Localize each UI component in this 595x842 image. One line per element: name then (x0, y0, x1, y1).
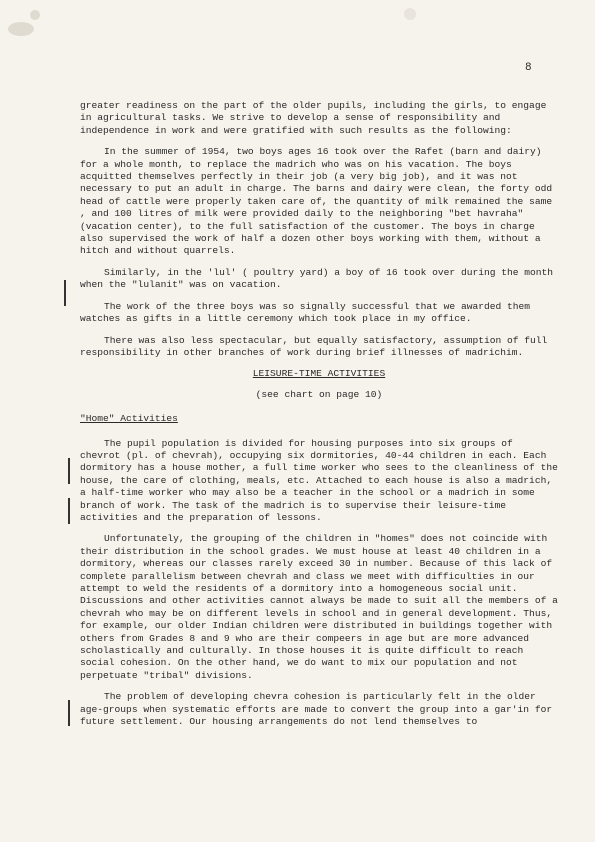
body-text (80, 100, 558, 737)
subsection-title: "Home" Activities (80, 413, 178, 425)
section-title: LEISURE-TIME ACTIVITIES (252, 368, 386, 380)
paragraph: greater readiness on the part of the older pupils, including the girls, to engage in agricultural tasks. We strive to develop a sense of responsibility and independence in work and were gratified with such results as the following: (80, 100, 547, 136)
paragraph: The work of the three boys was so signally successful that we awarded them watches as gifts in a little ceremony which took place in my office. (80, 300, 531, 325)
paragraph: There was also less spectacular, but equally satisfactory, assumption of full responsibility in other branches of work during brief illnesses of madrichim. (80, 334, 548, 358)
margin-mark (68, 458, 70, 484)
paragraph: Similarly, in the 'lul' ( poultry yard) a boy of 16 took over during the month when the "lulanit" was on vacation. (80, 266, 554, 291)
paragraph: In the summer of 1954, two boys ages 16 took over the Rafet (barn and dairy) for a whole month, to replace the madrich who was on his vacation. The boys acquitted themselves perfectly in their job (a very big job), and it was not necessary to put an adult in charge. The barns and dairy were clean, the forty odd head of cattle were properly taken care of, the quantity of milk remained the same , and 100 litres of milk were provided daily to the neighboring "bet havraha" (vacation center), to the full satisfaction of the customer. The boys in charge also supervised the work of half a dozen other boys working with them, without a hitch and without quarrels. (80, 146, 553, 257)
punch-mark (404, 8, 416, 20)
section-note: (see chart on page 10) (255, 388, 383, 400)
page-number: 8 (525, 62, 532, 74)
margin-mark (68, 700, 70, 726)
corner-smudge-2 (30, 10, 40, 20)
paragraph: The problem of developing chevra cohesion is particularly felt in the older age-groups when systematic efforts are made to convert the group into a gar'in for future settlement. Our housing arrangements do not lend themselves to (80, 691, 553, 728)
corner-smudge (8, 22, 34, 36)
paragraph: The pupil population is divided for housing purposes into six groups of chevrot (pl. of chevrah), occupying six dormitories, 40-44 children in each. Each dormitory has a house mother, a full time worker who sees to the cleanliness of the house, the care of clothing, meals, etc. Attached to each house is also a madrich, a half-time worker who may also be a teacher in the school or a madrich in some branch of work. The task of the madrich is to supervise their leisure-time activities and the preparation of lessons. (80, 437, 558, 523)
margin-mark (68, 498, 70, 524)
paragraph: Unfortunately, the grouping of the children in "homes" does not coincide with their distribution in the school grades. We must house at least 40 children in a dormitory, whereas our classes rarely exceed 30 in number. Because of this lack of complete parallelism between chevrah and class we meet with difficulties in our attempt to weld the residents of a dormitory into a homogeneous social unit. Discussions and other activities cannot always be made to suit all the members of a chevrah who may be on different levels in school and in general development. Thus, for example, our older Indian children were distributed in buildings together with others from Grades 8 and 9 who are their compeers in age but are more advanced scholastically and culturally. In those houses it is quite difficult to reach social cohesion. On the other hand, we do want to mix our population and not perpetuate "tribal" divisions. (80, 533, 558, 681)
margin-mark (64, 280, 66, 306)
